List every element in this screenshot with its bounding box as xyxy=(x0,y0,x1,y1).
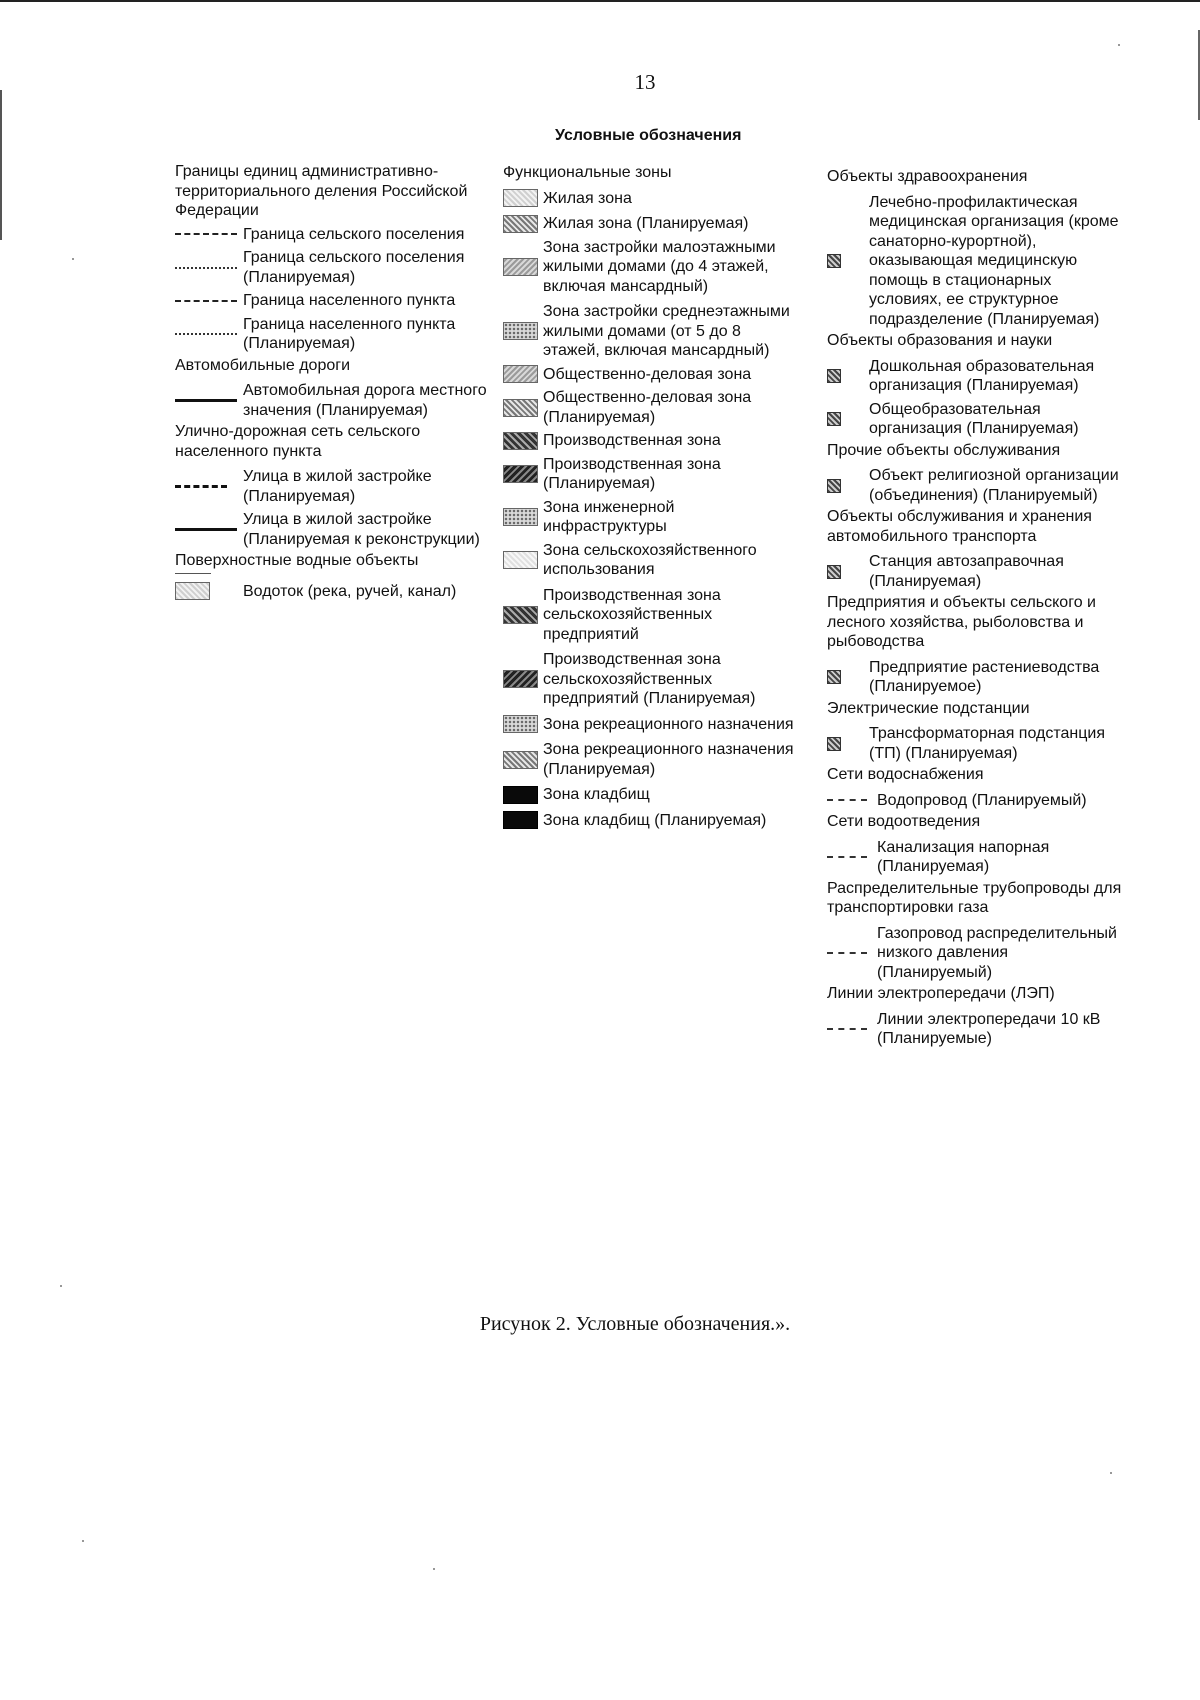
legend-mark xyxy=(175,573,211,574)
legend-mark xyxy=(503,215,538,233)
legend-item xyxy=(175,225,495,245)
legend-section-header: Объекты обслуживания и хранения автомобильного транспорта xyxy=(827,508,1092,545)
legend-symbol-swatch-pale xyxy=(503,551,543,569)
legend-section-header: Объекты образования и науки xyxy=(827,332,1053,349)
legend-item-label: Производственная зона сельскохозяйственных предприятий xyxy=(543,586,721,643)
legend-item-label: Производственная зона сельскохозяйственных предприятий (Планируемая) xyxy=(543,651,756,707)
scan-speck xyxy=(82,1540,84,1542)
map-object-icon xyxy=(827,565,841,579)
legend-symbol-line-dashdot xyxy=(175,300,243,302)
legend-item-label: Зона застройки среднеэтажными жилыми домами (от 5 до 8 этажей, включая мансардный) xyxy=(543,303,790,359)
legend-item-label: Водоток (река, ручей, канал) xyxy=(243,582,457,600)
legend-section-header: Предприятия и объекты сельского и лесного хозяйства, рыболовства и рыбоводства xyxy=(827,594,1096,650)
legend-section-header: Функциональные зоны xyxy=(503,164,672,181)
legend-item-label: Станция автозаправочная (Планируемая) xyxy=(869,553,1064,590)
legend-item xyxy=(503,365,798,385)
legend-item xyxy=(827,357,1127,396)
legend-item-label: Жилая зона (Планируемая) xyxy=(543,215,749,232)
legend-symbol-swatch-darker xyxy=(503,670,543,688)
legend-item xyxy=(503,650,798,709)
legend-item xyxy=(827,466,1127,505)
legend-item xyxy=(827,924,1127,983)
legend-item xyxy=(503,715,798,735)
scan-speck xyxy=(1118,44,1120,46)
legend-symbol-swatch-dark xyxy=(503,432,543,450)
legend-column-objects-networks xyxy=(827,167,1127,1049)
legend-item-label: Зона кладбищ (Планируемая) xyxy=(543,811,767,829)
legend-item-label: Граница сельского поселения xyxy=(243,225,465,243)
legend-item-label: Граница населенного пункта (Планируемая) xyxy=(243,315,456,352)
legend-symbol-line-short xyxy=(827,856,877,858)
legend-title: Условные обозначения xyxy=(555,127,742,144)
legend-mark xyxy=(827,952,867,954)
legend-item-label: Общественно-деловая зона (Планируемая) xyxy=(543,389,752,426)
legend-item xyxy=(175,582,495,602)
legend-symbol-icon xyxy=(827,670,869,684)
legend-item xyxy=(503,189,798,209)
map-object-icon xyxy=(827,670,841,684)
legend-item-label: Газопровод распределительный низкого давления (Планируемый) xyxy=(877,924,1117,981)
scan-speck xyxy=(1110,1472,1112,1474)
legend-mark xyxy=(503,751,538,769)
legend-item-label: Зона кладбищ xyxy=(543,786,650,803)
legend-item-label: Зона инженерной инфраструктуры xyxy=(543,498,675,535)
legend-item-label: Улица в жилой застройке (Планируемая) xyxy=(243,468,432,505)
legend-item xyxy=(827,400,1127,439)
legend-symbol-swatch-hatch xyxy=(503,751,543,769)
scan-border-left xyxy=(0,90,2,240)
legend-symbol-swatch-dotted xyxy=(503,715,543,733)
map-object-icon xyxy=(827,254,841,268)
legend-mark xyxy=(503,715,538,733)
legend-item xyxy=(503,455,798,494)
legend-item-label: Граница сельского поселения (Планируемая) xyxy=(243,249,465,286)
page-number: 13 xyxy=(634,70,656,94)
legend-item xyxy=(827,193,1127,330)
legend-mark xyxy=(175,485,227,488)
legend-symbol-icon xyxy=(827,565,869,579)
legend-symbol-icon xyxy=(827,254,869,268)
legend-item-label: Граница населенного пункта xyxy=(243,292,456,309)
legend-item xyxy=(827,552,1127,591)
legend-item xyxy=(503,302,798,361)
legend-item xyxy=(827,658,1127,697)
legend-mark xyxy=(503,189,538,207)
scan-speck xyxy=(60,1285,62,1287)
legend-item-label: Улица в жилой застройке (Планируемая к реконструкции) xyxy=(243,511,480,548)
legend-symbol-swatch-dark xyxy=(503,606,543,624)
legend-symbol-swatch-hatch xyxy=(503,399,543,417)
legend-mark xyxy=(503,365,538,383)
legend-item xyxy=(827,1010,1127,1049)
legend-mark xyxy=(175,267,237,269)
legend-item-label: Общеобразовательная организация (Планируемая) xyxy=(869,400,1079,437)
legend-section-header: Улично-дорожная сеть сельского населенного пункта xyxy=(175,423,421,460)
legend-mark xyxy=(503,399,538,417)
legend-item xyxy=(503,586,798,645)
legend-item-label: Зона сельскохозяйственного использования xyxy=(543,541,757,578)
map-object-icon xyxy=(827,479,841,493)
map-object-icon xyxy=(827,737,841,751)
legend-mark xyxy=(827,1028,867,1030)
legend-mark xyxy=(827,856,867,858)
legend-item-label: Дошкольная образовательная организация (Планируемая) xyxy=(869,357,1095,394)
legend-symbol-swatch-darker xyxy=(503,465,543,483)
legend-item xyxy=(503,388,798,427)
legend-symbol-line-short xyxy=(827,799,877,801)
scan-border-top xyxy=(0,0,1200,2)
legend-mark xyxy=(175,300,237,302)
legend-mark xyxy=(503,606,538,624)
legend-symbol-line-water xyxy=(175,573,243,574)
scan-speck xyxy=(433,1568,435,1570)
legend-symbol-swatch-black xyxy=(503,786,543,804)
legend-mark xyxy=(503,786,538,804)
legend-mark xyxy=(175,233,237,235)
legend-section-header: Прочие объекты обслуживания xyxy=(827,441,1061,459)
legend-item xyxy=(175,291,495,311)
legend-symbol-swatch-dotted xyxy=(503,508,543,526)
legend-item xyxy=(503,785,798,805)
legend-item-label: Производственная зона (Планируемая) xyxy=(543,455,721,492)
legend-symbol-swatch-mid xyxy=(503,258,543,276)
legend-mark xyxy=(175,582,210,600)
legend-item xyxy=(503,238,798,297)
legend-item xyxy=(503,811,798,831)
legend-item xyxy=(827,838,1127,877)
legend-mark xyxy=(175,528,237,531)
legend-section-header: Электрические подстанции xyxy=(827,699,1030,717)
legend-mark xyxy=(503,322,538,340)
legend-symbol-swatch-hatch xyxy=(503,215,543,233)
legend-item xyxy=(503,431,798,451)
legend-column-functional-zones xyxy=(503,163,798,830)
map-object-icon xyxy=(827,412,841,426)
legend-symbol-swatch-light xyxy=(175,582,243,600)
legend-section-header: Объекты здравоохранения xyxy=(827,168,1028,185)
legend-symbol-icon xyxy=(827,479,869,493)
legend-item-label: Жилая зона xyxy=(543,189,632,207)
legend-section-header: Границы единиц административно-территориального деления Российской Федерации xyxy=(175,163,468,219)
legend-mark xyxy=(503,551,538,569)
legend-item xyxy=(175,467,495,506)
figure-caption: Рисунок 2. Условные обозначения.». xyxy=(479,1313,791,1335)
legend-item-label: Зона рекреационного назначения (Планируемая) xyxy=(543,741,794,778)
legend-item-label: Лечебно-профилактическая медицинская организация (кроме санаторно-курортной), оказывающая медицинскую помощь в стационарных условиях, ее структурное подразделение (Планируемая) xyxy=(869,193,1119,328)
legend-item xyxy=(175,381,495,420)
legend-section-header: Сети водоотведения xyxy=(827,813,981,830)
legend-symbol-line-dashdot xyxy=(175,233,243,235)
legend-symbol-line-short xyxy=(827,952,877,954)
legend-item-label: Автомобильная дорога местного значения (Планируемая) xyxy=(243,382,487,419)
legend-item-label: Трансформаторная подстанция (ТП) (Планируемая) xyxy=(869,725,1105,762)
legend-mark xyxy=(503,465,538,483)
legend-symbol-icon xyxy=(827,369,869,383)
legend-symbol-icon xyxy=(827,737,869,751)
legend-symbol-line-short xyxy=(827,1028,877,1030)
legend-section-header: Распределительные трубопроводы для транспортировки газа xyxy=(827,879,1122,916)
legend-mark xyxy=(175,399,237,402)
legend-column-boundaries-roads xyxy=(175,162,495,601)
legend-section-header: Поверхностные водные объекты xyxy=(175,552,419,569)
legend-section-header: Линии электропередачи (ЛЭП) xyxy=(827,985,1055,1002)
legend-item-label: Объект религиозной организации (объединения) (Планируемый) xyxy=(869,467,1119,504)
legend-item xyxy=(503,498,798,537)
legend-symbol-swatch-black xyxy=(503,811,543,829)
legend-mark xyxy=(503,811,538,829)
legend-symbol-line-dotted xyxy=(175,333,243,335)
scan-speck xyxy=(72,258,74,260)
legend-item xyxy=(827,791,1127,811)
legend-item xyxy=(175,510,495,549)
legend-item xyxy=(503,214,798,234)
legend-symbol-line-solid xyxy=(175,399,243,402)
legend-mark xyxy=(175,333,237,335)
legend-item-label: Зона рекреационного назначения xyxy=(543,715,794,733)
legend-symbol-swatch-dotted xyxy=(503,322,543,340)
legend-item-label: Общественно-деловая зона xyxy=(543,365,752,383)
legend-item xyxy=(175,315,495,354)
legend-mark xyxy=(503,258,538,276)
legend-item-label: Водопровод (Планируемый) xyxy=(877,791,1087,809)
legend-symbol-line-solid xyxy=(175,528,243,531)
legend-mark xyxy=(503,432,538,450)
legend-item-label: Зона застройки малоэтажными жилыми домами (до 4 этажей, включая мансардный) xyxy=(543,238,776,295)
legend-item-label: Линии электропередачи 10 кВ (Планируемые) xyxy=(877,1010,1101,1047)
legend-item xyxy=(827,724,1127,763)
legend-section-header: Автомобильные дороги xyxy=(175,356,351,374)
legend-item xyxy=(175,248,495,287)
legend-symbol-icon xyxy=(827,412,869,426)
legend-item-label: Предприятие растениеводства (Планируемое) xyxy=(869,658,1100,695)
legend-item xyxy=(503,740,798,779)
legend-symbol-swatch-light xyxy=(503,189,543,207)
legend-item-label: Производственная зона xyxy=(543,432,721,449)
legend-mark xyxy=(503,670,538,688)
legend-mark xyxy=(827,799,867,801)
legend-symbol-line-dotted xyxy=(175,267,243,269)
legend-item xyxy=(175,573,495,574)
legend-symbol-swatch-mid xyxy=(503,365,543,383)
legend-symbol-line-dashed xyxy=(175,485,243,488)
legend-item-label: Канализация напорная (Планируемая) xyxy=(877,838,1050,875)
legend-section-header: Сети водоснабжения xyxy=(827,766,984,783)
map-object-icon xyxy=(827,369,841,383)
legend-mark xyxy=(503,508,538,526)
legend-item xyxy=(503,541,798,580)
